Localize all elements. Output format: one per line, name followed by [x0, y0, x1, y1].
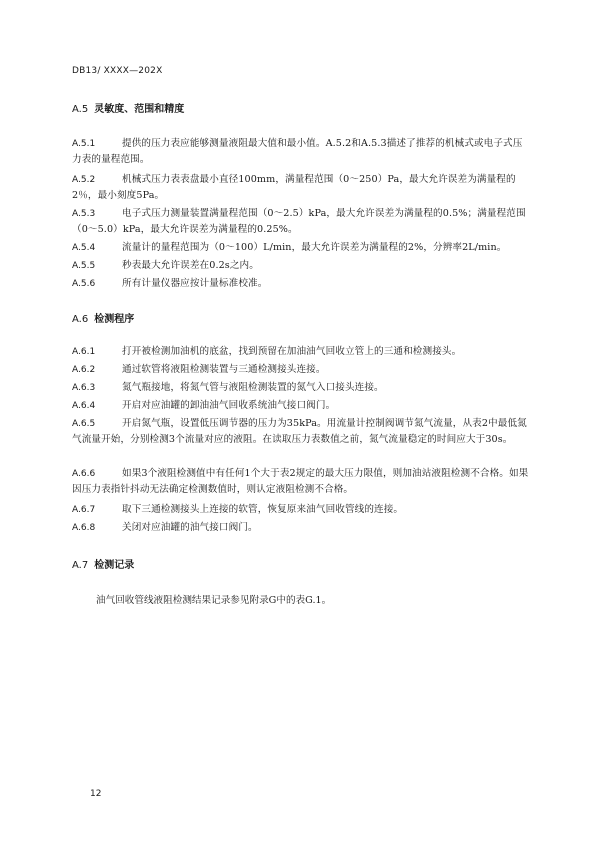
- clause-number: A.5.4: [72, 243, 96, 253]
- clause-number: A.6.8: [72, 523, 96, 533]
- section-title: 检测程序: [94, 314, 135, 325]
- clause-a6-4: [72, 398, 532, 414]
- record-paragraph: 油气回收管线液阻检测结果记录参见附录G中的表G.1。: [96, 595, 332, 606]
- clause-a6-3: [72, 380, 532, 396]
- clause-number: A.5.3: [72, 209, 96, 219]
- document-code: DB13/ XXXX—202X: [72, 66, 163, 76]
- clause-text: 氮气瓶接地，将氮气管与液阻检测装置的氮气入口接头连接。: [122, 382, 384, 393]
- clause-a6-1: [72, 344, 532, 360]
- section-heading-a7: [72, 556, 134, 571]
- clause-text: 秒表最大允许误差在0.2s之内。: [122, 260, 259, 271]
- clause-text: 开启氮气瓶，设置低压调节器的压力为35kPa。用流量计控制阀调节氮气流量，从表2中最低氮气流量开始，分别检测3个流量对应的液阻。在读取压力表数值之前，氮气流量稳定的时间应大于30s。: [72, 418, 527, 445]
- clause-a5-1: [72, 136, 532, 168]
- clause-text: 取下三通检测接头上连接的软管，恢复原来油气回收管线的连接。: [122, 504, 404, 515]
- clause-text: 通过软管将液阻检测装置与三通检测接头连接。: [122, 364, 326, 375]
- clause-text: 开启对应油罐的卸油油气回收系统油气接口阀门。: [122, 400, 336, 411]
- section-heading-a6: [72, 310, 134, 325]
- clause-a6-8: [72, 520, 532, 536]
- section-heading-a5: [72, 100, 184, 115]
- clause-number: A.5.6: [72, 279, 96, 289]
- section-title: 检测记录: [94, 560, 135, 571]
- clause-text: 流量计的量程范围为（0～100）L/min，最大允许误差为满量程的2%，分辨率2L/min。: [122, 242, 507, 253]
- clause-number: A.6.3: [72, 383, 96, 393]
- clause-a5-5: [72, 258, 532, 274]
- clause-a6-2: [72, 362, 532, 378]
- clause-text: 打开被检测加油机的底盆，找到预留在加油油气回收立管上的三通和检测接头。: [122, 346, 462, 357]
- clause-text: 提供的压力表应能够测量液阻最大值和最小值。A.5.2和A.5.3描述了推荐的机械式或电子式压力表的量程范围。: [72, 138, 523, 165]
- clause-number: A.6.2: [72, 365, 96, 375]
- section-number: A.6: [72, 314, 89, 325]
- clause-a6-6: [72, 466, 532, 498]
- clause-number: A.6.7: [72, 505, 96, 515]
- clause-text: 关闭对应油罐的油气接口阀门。: [122, 522, 258, 533]
- clause-text: 机械式压力表表盘最小直径100mm，满量程范围（0～250）Pa，最大允许误差为满量程的2％，最小刻度5Pa。: [72, 174, 516, 201]
- page-number: 12: [90, 789, 102, 799]
- clause-text: 所有计量仪器应按计量标准校准。: [122, 278, 268, 289]
- section-number: A.7: [72, 560, 89, 571]
- clause-a5-4: [72, 240, 532, 256]
- clause-number: A.5.1: [72, 139, 96, 149]
- clause-number: A.6.4: [72, 401, 96, 411]
- clause-a5-6: [72, 276, 532, 292]
- clause-number: A.6.6: [72, 469, 96, 479]
- clause-number: A.5.2: [72, 175, 96, 185]
- clause-a6-5: [72, 416, 532, 448]
- clause-number: A.6.5: [72, 419, 96, 429]
- clause-number: A.5.5: [72, 261, 96, 271]
- clause-text: 电子式压力测量装置满量程范围（0～2.5）kPa，最大允许误差为满量程的0.5%；满量程范围（0～5.0）kPa，最大允许误差为满量程的0.25%。: [72, 208, 526, 235]
- section-number: A.5: [72, 104, 89, 115]
- clause-number: A.6.1: [72, 347, 96, 357]
- clause-a6-7: [72, 502, 532, 518]
- clause-a5-3: [72, 206, 532, 238]
- clause-text: 如果3个液阻检测值中有任何1个大于表2规定的最大压力限值，则加油站液阻检测不合格。如果因压力表指针抖动无法确定检测数值时，则认定液阻检测不合格。: [72, 468, 529, 495]
- section-title: 灵敏度、范围和精度: [94, 104, 185, 115]
- clause-a5-2: [72, 172, 532, 204]
